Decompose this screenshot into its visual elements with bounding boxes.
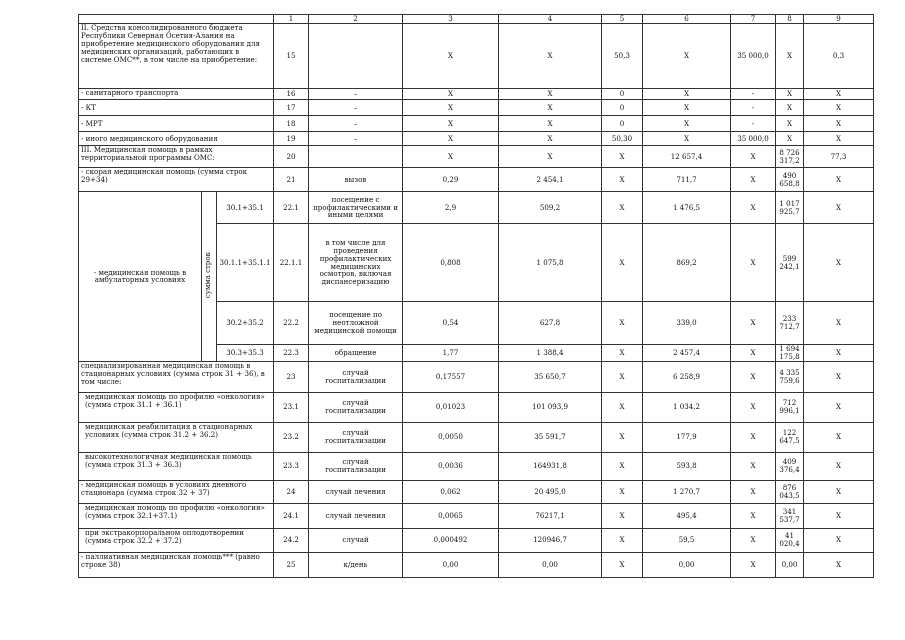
header-row [79, 15, 874, 24]
row-label: II. Средства консолидированного бюджета Республики Северная Осетия-Алания на приобретение медицинского оборудования для медицинских организаций, работающих в системе ОМС**, в том числе на приобретение: [79, 24, 274, 89]
cell: X [804, 552, 874, 577]
cell: 0,0065 [403, 503, 499, 528]
table-row [79, 100, 874, 116]
cell: X [643, 132, 731, 146]
row-label: специализированная медицинская помощь в стационарных условиях (сумма строк 31 + 36), в том числе: [79, 361, 274, 392]
header-cell: 1 [274, 15, 309, 24]
cell: 35 650,7 [499, 361, 602, 392]
cell: случай госпитализации [309, 452, 403, 480]
cell: 122 647,5 [776, 422, 804, 452]
cell: 50,30 [602, 132, 643, 146]
cell: X [804, 392, 874, 422]
cell: X [602, 224, 643, 302]
header-cell: 4 [499, 15, 602, 24]
row-label: - МРТ [79, 116, 274, 132]
cell: X [804, 528, 874, 552]
row-label: - КТ [79, 100, 274, 116]
cell: 23.1 [274, 392, 309, 422]
sum-of-rows-vertical-label: сумма строк [202, 192, 217, 362]
cell: X [602, 361, 643, 392]
table-row [79, 24, 874, 89]
cell: 2,9 [403, 192, 499, 224]
cell: 59,5 [643, 528, 731, 552]
cell: X [602, 528, 643, 552]
cell: X [804, 89, 874, 100]
cell: 20 495,0 [499, 480, 602, 503]
row-label: при экстракорпоральном оплодотворении (сумма строк 32.2 + 37.2) [79, 528, 274, 552]
header-cell: 9 [804, 15, 874, 24]
cell: 20 [274, 146, 309, 168]
cell: X [731, 480, 776, 503]
cell: X [731, 345, 776, 362]
cell: 0,00 [776, 552, 804, 577]
cell: X [499, 89, 602, 100]
cell: X [731, 361, 776, 392]
cell: 24.2 [274, 528, 309, 552]
cell: 15 [274, 24, 309, 89]
row-sub-ref: 30.2+35.2 [217, 302, 274, 345]
cell: 4 335 759,6 [776, 361, 804, 392]
cell: X [643, 24, 731, 89]
cell: X [499, 132, 602, 146]
cell: – [309, 100, 403, 116]
cell: 627,8 [499, 302, 602, 345]
cell: X [643, 100, 731, 116]
cell: X [602, 168, 643, 192]
cell: в том числе для проведения профилактических медицинских осмотров, включая диспансеризацию [309, 224, 403, 302]
cell: 8 726 317,2 [776, 146, 804, 168]
cell: X [643, 116, 731, 132]
cell: X [731, 392, 776, 422]
header-cell: 6 [643, 15, 731, 24]
cell: 339,0 [643, 302, 731, 345]
table-row [79, 452, 874, 480]
cell: 23.3 [274, 452, 309, 480]
header-cell-label [79, 15, 274, 24]
row-label: медицинская реабилитация в стационарных условиях (сумма строк 31.2 + 36.2) [79, 422, 274, 452]
cell: X [499, 146, 602, 168]
cell: X [499, 116, 602, 132]
financing-table [78, 14, 874, 578]
row-label: медицинская помощь по профилю «онкология» (сумма строк 32.1+37.1) [79, 503, 274, 528]
table-row [79, 361, 874, 392]
cell: 41 020,4 [776, 528, 804, 552]
cell: X [602, 192, 643, 224]
cell: 0,808 [403, 224, 499, 302]
table-row [79, 146, 874, 168]
cell: 0 [602, 116, 643, 132]
cell: посещение с профилактическими и иными целями [309, 192, 403, 224]
cell: случай лечения [309, 480, 403, 503]
cell: X [403, 116, 499, 132]
cell: X [731, 528, 776, 552]
ambulatory-label: - медицинская помощь в амбулаторных условиях [79, 192, 202, 362]
cell: X [602, 452, 643, 480]
cell: 22.1 [274, 192, 309, 224]
cell: 22.3 [274, 345, 309, 362]
cell: X [731, 192, 776, 224]
cell: 0,000492 [403, 528, 499, 552]
cell: X [403, 24, 499, 89]
cell: X [804, 100, 874, 116]
cell: 0,00 [403, 552, 499, 577]
cell: к/день [309, 552, 403, 577]
cell: 24.1 [274, 503, 309, 528]
table-row [79, 480, 874, 503]
cell: X [804, 168, 874, 192]
cell: 0,0036 [403, 452, 499, 480]
cell: X [602, 422, 643, 452]
cell: 177,9 [643, 422, 731, 452]
cell: X [731, 552, 776, 577]
row-label: - санитарного транспорта [79, 89, 274, 100]
cell: X [804, 345, 874, 362]
cell: X [403, 146, 499, 168]
cell: 0 [602, 89, 643, 100]
cell: 50,3 [602, 24, 643, 89]
cell: 12 657,4 [643, 146, 731, 168]
cell: 1 476,5 [643, 192, 731, 224]
row-label: медицинская помощь по профилю «онкология» (сумма строк 31.1 + 36.1) [79, 392, 274, 422]
cell: 599 242,1 [776, 224, 804, 302]
cell: X [602, 480, 643, 503]
row-label: - паллиативная медицинская помощь*** (равно строке 38) [79, 552, 274, 577]
cell: 77,3 [804, 146, 874, 168]
cell: 0,062 [403, 480, 499, 503]
cell: X [804, 422, 874, 452]
cell: X [602, 392, 643, 422]
table-row [79, 552, 874, 577]
table-row [79, 192, 874, 224]
cell: 23 [274, 361, 309, 392]
cell: 164931,8 [499, 452, 602, 480]
cell: X [602, 552, 643, 577]
cell: X [403, 132, 499, 146]
table-row [79, 392, 874, 422]
cell: X [804, 361, 874, 392]
cell: 0,3 [804, 24, 874, 89]
table-row [79, 528, 874, 552]
cell: X [499, 100, 602, 116]
cell: вызов [309, 168, 403, 192]
cell: 35 000,0 [731, 132, 776, 146]
cell: X [602, 146, 643, 168]
cell: 1 017 925,7 [776, 192, 804, 224]
cell: 25 [274, 552, 309, 577]
cell: 1 270,7 [643, 480, 731, 503]
row-label: III. Медицинская помощь в рамках территориальной программы ОМС: [79, 146, 274, 168]
cell: X [804, 452, 874, 480]
cell: X [804, 503, 874, 528]
cell: 24 [274, 480, 309, 503]
cell: случай [309, 528, 403, 552]
cell: 712 996,1 [776, 392, 804, 422]
row-label: - иного медицинского оборудования [79, 132, 274, 146]
cell: 22.2 [274, 302, 309, 345]
cell: 0 [602, 100, 643, 116]
row-sub-ref: 30.1.1+35.1.1 [217, 224, 274, 302]
cell: X [804, 224, 874, 302]
cell: 6 258,9 [643, 361, 731, 392]
cell: X [731, 224, 776, 302]
cell: 23.2 [274, 422, 309, 452]
cell: – [309, 89, 403, 100]
cell: X [776, 24, 804, 89]
cell: 101 093,9 [499, 392, 602, 422]
cell: 876 043,5 [776, 480, 804, 503]
cell: 495,4 [643, 503, 731, 528]
cell: случай госпитализации [309, 392, 403, 422]
cell: – [309, 116, 403, 132]
row-sub-ref: 30.1+35.1 [217, 192, 274, 224]
cell: X [776, 100, 804, 116]
cell: 711,7 [643, 168, 731, 192]
cell: X [602, 345, 643, 362]
cell: 0,00 [643, 552, 731, 577]
cell: X [804, 302, 874, 345]
cell: 18 [274, 116, 309, 132]
cell: X [731, 503, 776, 528]
cell: 22.1.1 [274, 224, 309, 302]
cell: X [731, 452, 776, 480]
header-cell: 2 [309, 15, 403, 24]
cell: 0,54 [403, 302, 499, 345]
header-cell: 5 [602, 15, 643, 24]
cell: 0,17557 [403, 361, 499, 392]
cell: X [731, 168, 776, 192]
cell: случай лечения [309, 503, 403, 528]
cell: X [776, 116, 804, 132]
cell [309, 146, 403, 168]
cell: обращение [309, 345, 403, 362]
cell: 16 [274, 89, 309, 100]
cell: 593,8 [643, 452, 731, 480]
cell: - [731, 100, 776, 116]
cell: 35 591,7 [499, 422, 602, 452]
table-row [79, 89, 874, 100]
cell: X [602, 503, 643, 528]
cell: 409 376,4 [776, 452, 804, 480]
cell: 1 034,2 [643, 392, 731, 422]
cell: 0,0050 [403, 422, 499, 452]
cell: X [731, 422, 776, 452]
cell: 1 075,8 [499, 224, 602, 302]
table-row [79, 116, 874, 132]
cell: X [499, 24, 602, 89]
table-row [79, 422, 874, 452]
cell: X [804, 116, 874, 132]
cell: 0,00 [499, 552, 602, 577]
cell: X [776, 132, 804, 146]
cell: X [776, 89, 804, 100]
row-label: - медицинская помощь в условиях дневного стационара (сумма строк 32 + 37) [79, 480, 274, 503]
table-row [79, 132, 874, 146]
header-cell: 3 [403, 15, 499, 24]
cell: 2 454,1 [499, 168, 602, 192]
cell [309, 24, 403, 89]
cell: - [731, 89, 776, 100]
cell: 869,2 [643, 224, 731, 302]
cell: 0,29 [403, 168, 499, 192]
cell: 19 [274, 132, 309, 146]
cell: 17 [274, 100, 309, 116]
cell: 341 537,7 [776, 503, 804, 528]
header-cell: 8 [776, 15, 804, 24]
cell: случай госпитализации [309, 361, 403, 392]
cell: X [403, 100, 499, 116]
row-sub-ref: 30.3+35.3 [217, 345, 274, 362]
cell: 509,2 [499, 192, 602, 224]
cell: 2 457,4 [643, 345, 731, 362]
cell: посещение по неотложной медицинской помощи [309, 302, 403, 345]
table-row [79, 503, 874, 528]
cell: X [602, 302, 643, 345]
cell: 1 388,4 [499, 345, 602, 362]
table-row [79, 168, 874, 192]
cell: 233 712,7 [776, 302, 804, 345]
cell: 490 658,8 [776, 168, 804, 192]
row-label: - скорая медицинская помощь (сумма строк 29+34) [79, 168, 274, 192]
cell: 21 [274, 168, 309, 192]
cell: 1,77 [403, 345, 499, 362]
cell: X [804, 480, 874, 503]
row-label: высокотехнологичная медицинская помощь (сумма строк 31.3 + 36.3) [79, 452, 274, 480]
cell: - [731, 116, 776, 132]
cell: случай госпитализации [309, 422, 403, 452]
cell: 76217,1 [499, 503, 602, 528]
cell: 0,01023 [403, 392, 499, 422]
cell: – [309, 132, 403, 146]
cell: X [643, 89, 731, 100]
header-cell: 7 [731, 15, 776, 24]
cell: X [731, 302, 776, 345]
cell: 120946,7 [499, 528, 602, 552]
cell: X [731, 146, 776, 168]
cell: X [403, 89, 499, 100]
cell: X [804, 132, 874, 146]
cell: 1 694 175,8 [776, 345, 804, 362]
cell: 35 000,0 [731, 24, 776, 89]
cell: X [804, 192, 874, 224]
